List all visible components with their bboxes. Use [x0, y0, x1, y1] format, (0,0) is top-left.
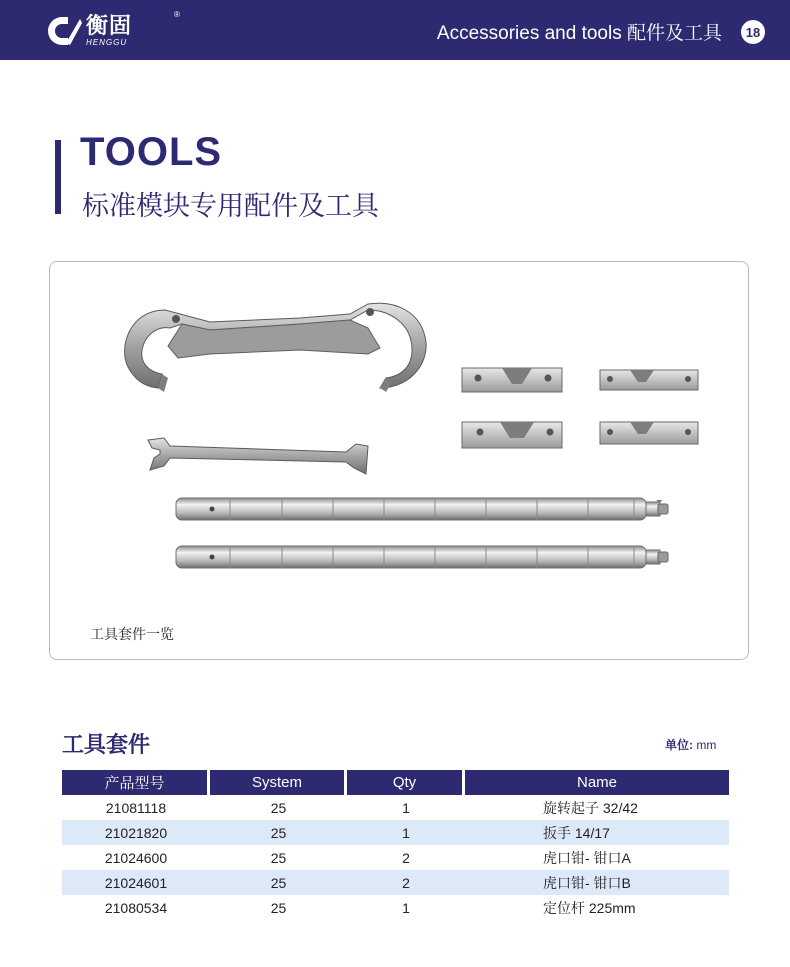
section-title-cn: 标准模块专用配件及工具 [82, 191, 379, 221]
section-accent-bar [55, 140, 61, 214]
cell-code: 21024601 [62, 870, 210, 895]
cell-name: 旋转起子 32/42 [543, 799, 638, 816]
cell-code: 21081118 [105, 799, 167, 816]
unit-value: mm [696, 738, 717, 752]
cell-qty: 1 [347, 820, 465, 845]
table-row [62, 895, 729, 920]
cell-system: 25 [270, 849, 287, 866]
cell-code: 21024600 [104, 849, 168, 866]
cell-qty: 2 [402, 849, 410, 866]
product-figure-panel [49, 261, 749, 660]
table-row [62, 820, 729, 845]
cell-name: 虎口钳- 钳口A [543, 849, 631, 866]
brand-name-cn: 衡固 [86, 13, 133, 38]
cell-name: 虎口钳- 钳口B [465, 870, 729, 895]
column-header-system: System [210, 770, 347, 795]
column-header-qty: Qty [347, 770, 465, 795]
cell-system: 25 [270, 899, 287, 916]
table-row [62, 795, 729, 820]
header-bar [0, 0, 790, 60]
kit-spec-table [62, 770, 729, 920]
header-title: Accessories and tools 配件及工具 [436, 23, 722, 44]
table-row [62, 870, 729, 895]
brand-logo-mark-icon [42, 13, 82, 49]
kit-section-title: 工具套件 [62, 732, 151, 757]
cell-qty: 2 [347, 870, 465, 895]
table-row [62, 845, 729, 870]
spanner-image [148, 438, 368, 474]
rotary-wrench-image [125, 303, 427, 392]
brand-logo [42, 10, 180, 50]
section-title-en: TOOLS [80, 130, 223, 174]
cell-qty: 1 [402, 899, 410, 916]
vise-jaw-a-image [462, 368, 698, 392]
locating-rod-image-2 [176, 546, 668, 568]
table-header-row [62, 770, 729, 795]
brand-logo-text [86, 15, 132, 47]
tools-illustration [50, 262, 750, 661]
cell-code: 21021820 [62, 820, 210, 845]
cell-system: 25 [210, 820, 347, 845]
column-header-name: Name [465, 770, 729, 795]
unit-label [665, 736, 716, 753]
column-header-code: 产品型号 [62, 770, 210, 795]
cell-qty: 1 [402, 799, 410, 816]
figure-caption: 工具套件一览 [90, 626, 174, 642]
cell-system: 25 [210, 870, 347, 895]
cell-name: 定位杆 225mm [543, 899, 636, 916]
registered-mark: ® [174, 10, 180, 19]
cell-name: 扳手 14/17 [465, 820, 729, 845]
cell-code: 21080534 [104, 899, 168, 916]
page-number-badge: 18 [741, 20, 765, 44]
locating-rod-image-1 [176, 498, 668, 520]
cell-system: 25 [270, 799, 287, 816]
vise-jaw-b-image [462, 422, 698, 448]
unit-key: 单位: [665, 738, 693, 752]
brand-name-en: HENGGU [86, 38, 128, 47]
